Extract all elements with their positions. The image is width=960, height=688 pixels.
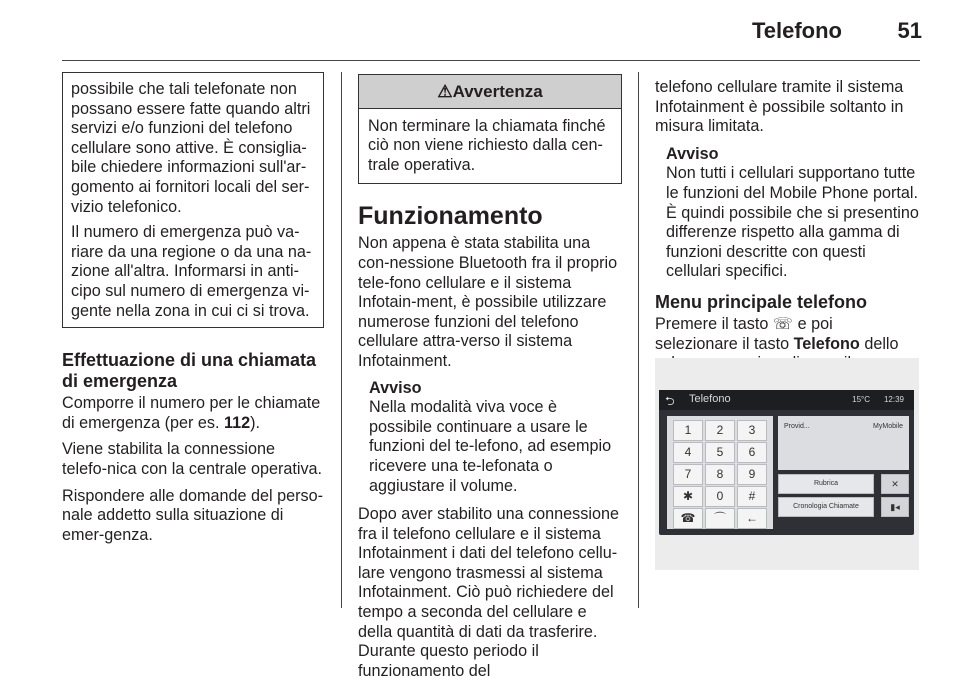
key-4: 4 bbox=[673, 442, 703, 463]
warning-box bbox=[358, 74, 622, 184]
warning-text: Non terminare la chiamata finché ciò non viene richiesto dalla cen-trale operativa. bbox=[368, 116, 606, 174]
column-divider-2 bbox=[638, 72, 639, 608]
menu-text-post: dello bbox=[864, 334, 899, 353]
emergency-text-post: ). bbox=[250, 413, 260, 432]
page-title: Telefono bbox=[751, 18, 842, 43]
note-text: Non tutti i cellulari supportano tutte le funzioni del Mobile Phone portal. È quindi possibile che si presentino differenze rispetto alla gamma di funzioni descritte con questi cellulari specifici. bbox=[666, 164, 919, 281]
screen-temperature: 15°C bbox=[852, 395, 870, 404]
note-title: Avviso bbox=[369, 378, 422, 397]
compatibility-note bbox=[666, 145, 919, 282]
key-5: 5 bbox=[705, 442, 735, 463]
emergency-paragraph-3: Rispondere alle domande del perso-nale addetto sulla situazione di emer-genza. bbox=[62, 486, 323, 544]
emergency-call-heading: Effettuazione di una chiamata di emergenza bbox=[62, 350, 317, 392]
handsfree-note bbox=[369, 379, 622, 497]
backspace-icon: ← bbox=[737, 508, 767, 529]
info-box-paragraph-2: Il numero di emergenza può va-riare da una regione o da una na-zione all'altra. Informarsi in anti-cipo sul numero di emergenza vi-gente nella zona in cui ci si trova. bbox=[71, 223, 312, 320]
key-1: 1 bbox=[673, 420, 703, 441]
phone-info-panel bbox=[778, 416, 909, 470]
key-6: 6 bbox=[737, 442, 767, 463]
provider-label: Provid... bbox=[784, 423, 810, 430]
back-arrow-icon: ⮌ bbox=[665, 394, 675, 408]
menu-text-pre: Premere il tasto bbox=[655, 314, 773, 333]
column-1 bbox=[62, 72, 324, 552]
page-number: 51 bbox=[897, 18, 922, 43]
emergency-text-pre: Comporre il numero per le chiamate di emergenza (per es. bbox=[62, 394, 321, 432]
key-8: 8 bbox=[705, 464, 735, 485]
mobile-label: MyMobile bbox=[873, 423, 903, 430]
key-7: 7 bbox=[673, 464, 703, 485]
page-header bbox=[0, 0, 960, 60]
key-3: 3 bbox=[737, 420, 767, 441]
screen-title: Telefono bbox=[689, 393, 731, 405]
call-history-button: Cronologia Chiamate bbox=[778, 497, 874, 517]
mute-mic-icon: ✕ bbox=[881, 474, 909, 494]
key-2: 2 bbox=[705, 420, 735, 441]
call-icon: ☎ bbox=[673, 508, 703, 529]
key-0: 0 bbox=[705, 486, 735, 507]
screen-time: 12:39 bbox=[883, 395, 904, 404]
menu-text-mid: e poi selezionare il tasto bbox=[655, 314, 833, 353]
warning-title: Avvertenza bbox=[452, 82, 543, 101]
emergency-paragraph-2: Viene stabilita la connessione telefo-nica con la centrale operativa. bbox=[62, 440, 323, 478]
key-9: 9 bbox=[737, 464, 767, 485]
info-box bbox=[62, 72, 324, 328]
header-rule bbox=[62, 60, 920, 61]
operation-heading: Funzionamento bbox=[358, 202, 543, 231]
screen-display bbox=[659, 390, 914, 535]
hangup-icon: ⌒ bbox=[705, 508, 735, 529]
emergency-paragraph-1 bbox=[62, 394, 324, 433]
emergency-number: 112 bbox=[223, 413, 251, 432]
note-text: Nella modalità viva voce è possibile continuare a usare le funzioni del te-lefono, ad esempio ricevere una te-lefonata o aggiustare il volume. bbox=[369, 398, 612, 495]
continued-paragraph: telefono cellulare tramite il sistema Infotainment è possibile soltanto in misura limitata. bbox=[655, 78, 904, 136]
note-title: Avviso bbox=[666, 144, 719, 163]
info-box-paragraph-1: possibile che tali telefonate non possano essere fatte quando altri servizi e/o funzioni del telefono cellulare sono attive. È consiglia-bile chiedere informazioni sull'ar-gomento ai fornitori locali del ser-vizio telefonico. bbox=[71, 80, 311, 216]
phone-screen-illustration bbox=[655, 358, 919, 570]
keypad bbox=[667, 416, 773, 529]
operation-paragraph-1: Non appena è stata stabilita una con-nessione Bluetooth fra il proprio tele-fono cellulare e il sistema Infotain-ment, è possibile utilizzare numerose funzioni del telefono cellulare attra-verso il sistema Infotainment. bbox=[358, 234, 618, 370]
screen-title-bar bbox=[659, 390, 914, 410]
column-divider-1 bbox=[341, 72, 342, 608]
column-2 bbox=[358, 72, 622, 688]
handsfree-icon: ▮◂ bbox=[881, 497, 909, 517]
phone-key-icon: ☏ bbox=[772, 314, 794, 333]
phone-menu-heading: Menu principale telefono bbox=[655, 291, 868, 312]
warning-icon: ⚠ bbox=[437, 82, 453, 101]
contacts-button: Rubrica bbox=[778, 474, 874, 494]
key-hash: # bbox=[737, 486, 767, 507]
operation-paragraph-2: Dopo aver stabilito una connessione fra il telefono cellulare e il sistema Infotainment i dati del telefono cellu-lare vengono trasmessi al sistema Infotainment. Ciò può richiedere del tempo a seconda del cellulare e della quantità di dati da trasferire. Durante questo periodo il funzionamento del bbox=[358, 505, 619, 680]
phone-key-label: Telefono bbox=[793, 334, 860, 353]
column-3 bbox=[655, 78, 919, 400]
warning-header bbox=[359, 75, 621, 109]
key-star: ✱ bbox=[673, 486, 703, 507]
